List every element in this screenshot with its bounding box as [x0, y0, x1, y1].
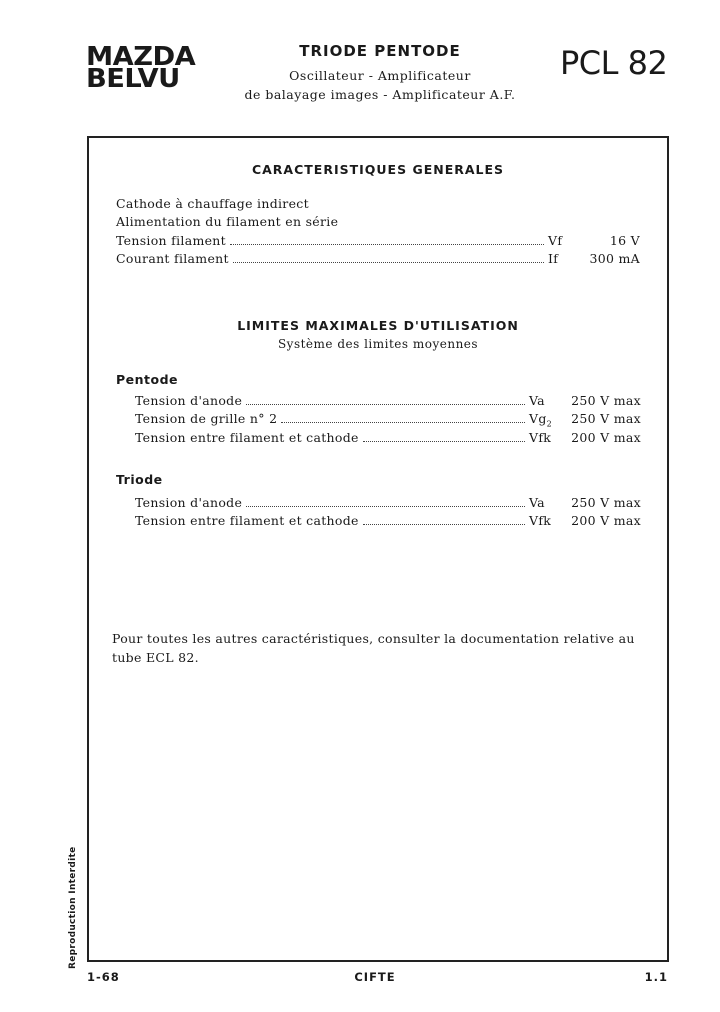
- spec-value: 250 V max: [571, 495, 641, 510]
- dot-leader: [363, 523, 525, 525]
- spec-label: Tension de grille n° 2: [135, 411, 278, 426]
- footer-page-number: 1.1: [644, 970, 668, 984]
- spec-value: 250 V max: [571, 393, 641, 408]
- note-paragraph: Pour toutes les autres caractéristiques, consulter la documentation relative au tube ECL 82.: [112, 631, 635, 665]
- spec-value: 250 V max: [571, 411, 641, 426]
- spec-row: [135, 513, 641, 528]
- spec-row: [116, 251, 640, 266]
- spec-label: Tension d'anode: [135, 393, 243, 408]
- spec-value: 300 mA: [589, 251, 640, 266]
- subtitle-line-2: de balayage images - Amplificateur A.F.: [244, 87, 516, 102]
- spec-symbol: Va: [529, 495, 545, 510]
- dot-leader: [281, 421, 525, 423]
- side-copyright: Reproduction Interdite: [68, 846, 78, 969]
- dot-leader: [230, 243, 544, 245]
- spec-value: 16 V: [609, 233, 640, 248]
- spec-symbol: [529, 411, 569, 429]
- spec-label: Tension d'anode: [135, 495, 243, 510]
- spec-row: [135, 393, 641, 408]
- general-line-alimentation: Alimentation du filament en série: [116, 214, 339, 229]
- spec-value: 200 V max: [571, 430, 641, 445]
- brand-line-2: BELVU: [86, 64, 180, 94]
- spec-value: 200 V max: [571, 513, 641, 528]
- spec-symbol-main: Vg: [529, 411, 547, 426]
- model-number: PCL 82: [560, 44, 668, 82]
- general-heading: CARACTERISTIQUES GENERALES: [251, 162, 505, 177]
- spec-label: Tension filament: [116, 233, 226, 248]
- spec-symbol: Vf: [548, 233, 563, 248]
- spec-label: Courant filament: [116, 251, 229, 266]
- footer-date: 1-68: [87, 970, 120, 984]
- spec-symbol: Vfk: [529, 513, 552, 528]
- spec-label: Tension entre filament et cathode: [135, 430, 359, 445]
- subtitle-line-1: Oscillateur - Amplificateur: [289, 68, 471, 83]
- dot-leader: [246, 505, 525, 507]
- spec-row: [135, 411, 641, 429]
- spec-symbol: If: [548, 251, 559, 266]
- dot-leader: [233, 261, 544, 263]
- dot-leader: [363, 440, 525, 442]
- document-title: TRIODE PENTODE: [299, 42, 461, 60]
- triode-title: Triode: [116, 472, 163, 487]
- brand-logo: [86, 42, 196, 94]
- spec-row: [135, 495, 641, 510]
- limits-heading: LIMITES MAXIMALES D'UTILISATION: [237, 318, 519, 333]
- spec-symbol: Va: [529, 393, 545, 408]
- spec-symbol: Vfk: [529, 430, 552, 445]
- pentode-title: Pentode: [116, 372, 179, 387]
- dot-leader: [246, 403, 525, 405]
- spec-row: [116, 233, 640, 248]
- brand-line-1: MAZDA: [86, 42, 196, 72]
- footer-publisher: CIFTE: [354, 970, 396, 984]
- spec-row: [135, 430, 641, 445]
- general-line-cathode: Cathode à chauffage indirect: [116, 196, 309, 211]
- limits-subheading: Système des limites moyennes: [277, 337, 479, 351]
- spec-label: Tension entre filament et cathode: [135, 513, 359, 528]
- spec-symbol-sub: 2: [546, 419, 553, 429]
